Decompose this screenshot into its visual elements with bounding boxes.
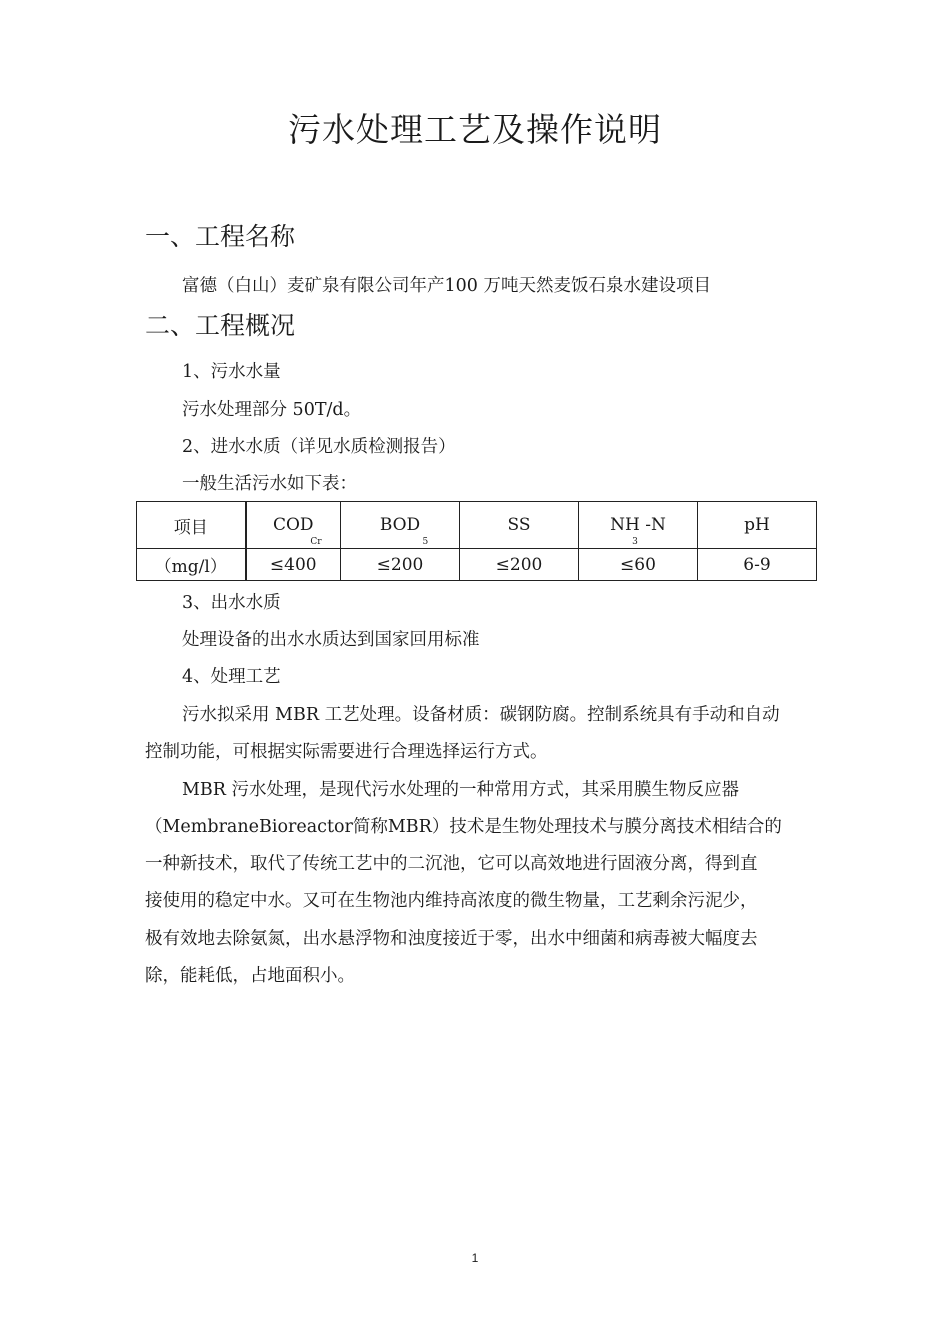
section-heading-overview: 二、工程概况: [145, 311, 296, 340]
item-process: 4、处理工艺: [182, 667, 281, 687]
table-cell: ≤400: [246, 549, 341, 581]
table-cell: ≤200: [460, 549, 579, 581]
item-influent-quality: 2、进水水质（详见水质检测报告）: [182, 437, 456, 457]
process-paragraph-2-line: 极有效地去除氨氮，出水悬浮物和浊度接近于零，出水中细菌和病毒被大幅度去: [145, 929, 758, 949]
table-cell: （mg/l）: [137, 549, 246, 581]
table-header-cell: pH: [698, 502, 817, 549]
table-header-cell: BOD 5: [341, 502, 460, 549]
document-title: 污水处理工艺及操作说明: [288, 110, 662, 149]
table-cell: 6-9: [698, 549, 817, 581]
table-header-cell: 项目: [137, 502, 246, 549]
influent-table-intro: 一般生活污水如下表：: [182, 474, 357, 494]
wastewater-volume-text: 污水处理部分 50T/d。: [182, 400, 362, 420]
table-header-cell: SS: [460, 502, 579, 549]
table-row: [137, 549, 817, 581]
table-header-row: [137, 502, 817, 549]
process-paragraph-2-line: （MembraneBioreactor简称MBR）技术是生物处理技术与膜分离技术相结合的: [145, 817, 782, 837]
process-paragraph-2-line: 除，能耗低，占地面积小。: [145, 966, 355, 986]
item-effluent-quality: 3、出水水质: [182, 593, 281, 613]
project-name-text: 富德（白山）麦矿泉有限公司年产100 万吨天然麦饭石泉水建设项目: [182, 276, 711, 296]
water-quality-table: [136, 501, 817, 581]
process-paragraph-2-line: MBR 污水处理，是现代污水处理的一种常用方式，其采用膜生物反应器: [182, 780, 740, 800]
process-paragraph-1-line: 污水拟采用 MBR 工艺处理。设备材质：碳钢防腐。控制系统具有手动和自动: [182, 705, 780, 725]
section-heading-project-name: 一、工程名称: [145, 222, 296, 251]
process-paragraph-2-line: 一种新技术，取代了传统工艺中的二沉池，它可以高效地进行固液分离，得到直: [145, 854, 758, 874]
table-cell: ≤60: [579, 549, 698, 581]
table-header-cell: COD Cr: [246, 502, 341, 549]
page-number: 1: [471, 1251, 479, 1265]
process-paragraph-1-line: 控制功能，可根据实际需要进行合理选择运行方式。: [145, 742, 548, 762]
process-paragraph-2-line: 接使用的稳定中水。又可在生物池内维持高浓度的微生物量，工艺剩余污泥少，: [145, 891, 758, 911]
item-wastewater-volume: 1、污水水量: [182, 362, 281, 382]
table-header-cell: NH -N 3: [579, 502, 698, 549]
effluent-quality-text: 处理设备的出水水质达到国家回用标准: [182, 630, 480, 650]
table-cell: ≤200: [341, 549, 460, 581]
